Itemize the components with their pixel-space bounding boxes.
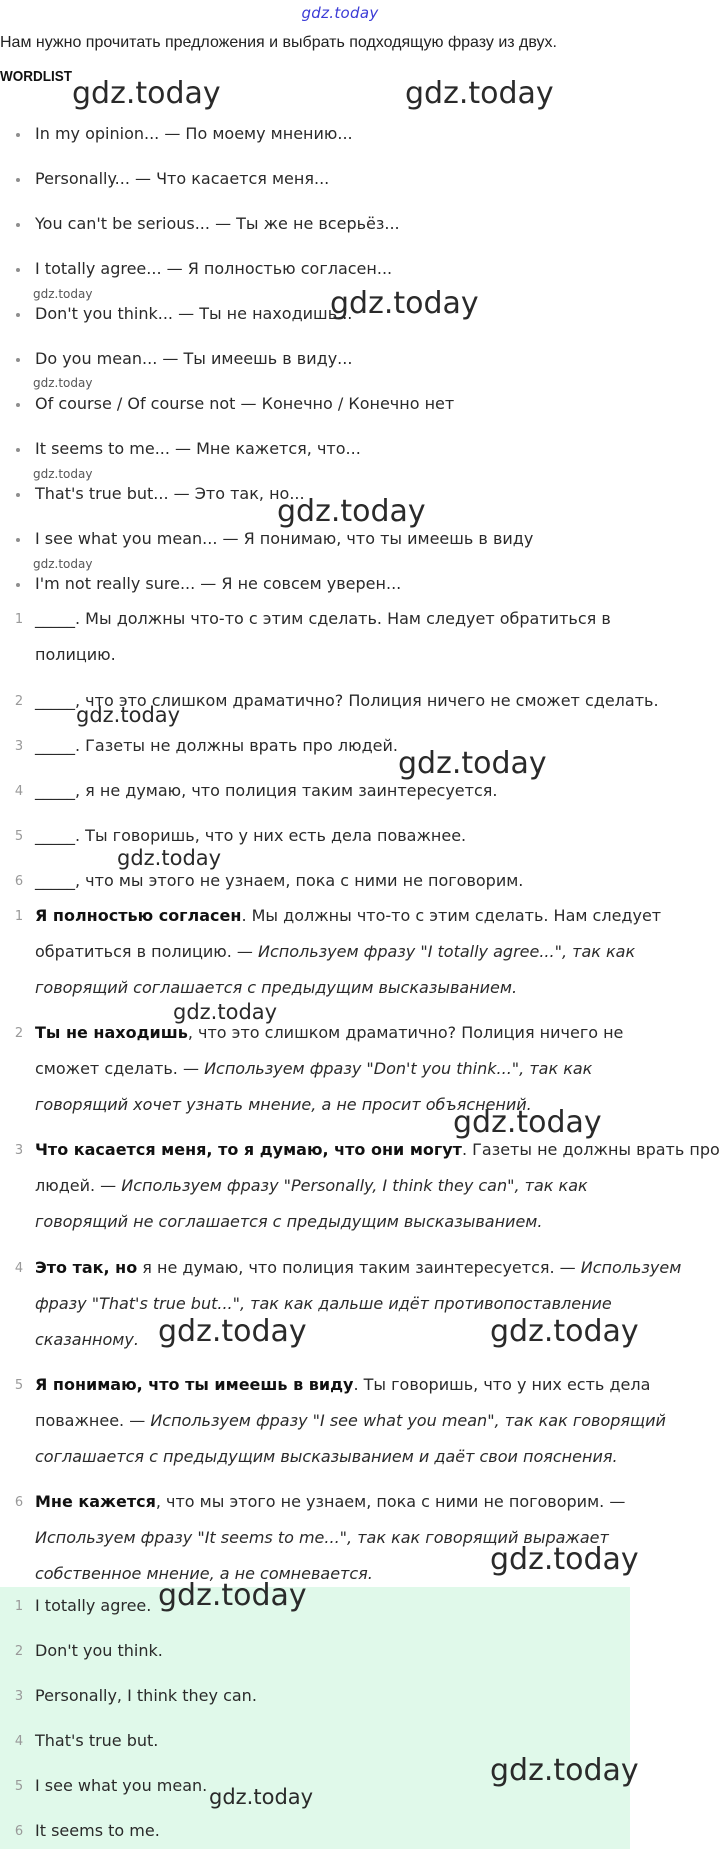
watermark: gdz.today (173, 1000, 278, 1024)
answer-text: It seems to me. (35, 1821, 160, 1840)
answers-box (0, 1587, 630, 1849)
answer-number: 1 (14, 1599, 24, 1614)
answer-text: I totally agree. (35, 1596, 152, 1615)
explanation-number: 3 (14, 1143, 24, 1158)
explanation-line: Используем фразу "It seems to me...", так как говорящий выражает (35, 1528, 609, 1547)
explanation-line: соглашается с предыдущим высказыванием и даёт свои пояснения. (35, 1447, 618, 1466)
watermark: gdz.today (117, 846, 222, 870)
wordlist-item: In my opinion... — По моему мнению... (35, 124, 353, 143)
site-logo[interactable]: gdz.today (301, 4, 379, 22)
wordlist-item: Personally... — Что касается меня... (35, 169, 330, 188)
task-text: _____, я не думаю, что полиция таким заинтересуется. (35, 781, 498, 800)
answer-number: 5 (14, 1779, 24, 1794)
watermark: gdz.today (453, 1105, 602, 1140)
explanation-line: поважнее. — Используем фразу "I see what you mean", так как говорящий (35, 1411, 666, 1430)
watermark: gdz.today (330, 286, 479, 321)
task-text: _____, что это слишком драматично? Полиция ничего не сможет сделать. (35, 691, 659, 710)
task-number: 5 (14, 829, 24, 844)
watermark: gdz.today (72, 76, 221, 111)
explanation-line: Я полностью согласен. Мы должны что-то с этим сделать. Нам следует (35, 906, 662, 925)
wordlist-item: Don't you think... — Ты не находишь... (35, 304, 353, 323)
answer-text: That's true but. (35, 1731, 159, 1750)
task-text: полицию. (35, 645, 116, 664)
explanation-number: 1 (14, 909, 24, 924)
explanation-line: Что касается меня, то я думаю, что они могут. Газеты не должны врать про (35, 1140, 720, 1159)
explanation-line: говорящий соглашается с предыдущим высказыванием. (35, 978, 518, 997)
answer-text: Personally, I think they can. (35, 1686, 257, 1705)
watermark: gdz.today (33, 376, 93, 390)
watermark: gdz.today (490, 1542, 639, 1577)
watermark: gdz.today (33, 287, 93, 301)
watermark: gdz.today (158, 1314, 307, 1349)
explanation-number: 2 (14, 1026, 24, 1041)
answer-text: Don't you think. (35, 1641, 163, 1660)
answer-text: I see what you mean. (35, 1776, 208, 1795)
answer-phrase: Я полностью согласен (35, 906, 242, 925)
explanation-line: Мне кажется, что мы этого не узнаем, пока с ними не поговорим. — (35, 1492, 626, 1511)
explanation-line: обратиться в полицию. — Используем фразу "I totally agree...", так как (35, 942, 636, 961)
wordlist-item: Of course / Of course not — Конечно / Конечно нет (35, 394, 455, 413)
wordlist-item: That's true but... — Это так, но... (35, 484, 305, 503)
wordlist-item: I'm not really sure... — Я не совсем уверен... (35, 574, 402, 593)
wordlist-item: I totally agree... — Я полностью согласен... (35, 259, 393, 278)
task-number: 6 (14, 874, 24, 889)
watermark: gdz.today (33, 467, 93, 481)
explanation-line: Я понимаю, что ты имеешь в виду. Ты говоришь, что у них есть дела (35, 1375, 651, 1394)
answer-number: 3 (14, 1689, 24, 1704)
answer-number: 6 (14, 1824, 24, 1839)
explanation-line: Это так, но я не думаю, что полиция таким заинтересуется. — Используем (35, 1258, 682, 1277)
wordlist-item: It seems to me... — Мне кажется, что... (35, 439, 361, 458)
explanation-line: Ты не находишь, что это слишком драматично? Полиция ничего не (35, 1023, 624, 1042)
task-number: 4 (14, 784, 24, 799)
wordlist-title: WORDLIST (0, 68, 72, 85)
watermark: gdz.today (405, 76, 554, 111)
answer-phrase: Ты не находишь (35, 1023, 188, 1042)
answer-phrase: Мне кажется (35, 1492, 156, 1511)
answer-phrase: Это так, но (35, 1258, 138, 1277)
answer-phrase: Что касается меня, то я думаю, что они могут (35, 1140, 462, 1159)
task-number: 2 (14, 694, 24, 709)
watermark: gdz.today (490, 1753, 639, 1788)
explanation-line: говорящий хочет узнать мнение, а не просит объяснений. (35, 1095, 532, 1114)
wordlist-item: Do you mean... — Ты имеешь в виду... (35, 349, 353, 368)
watermark: gdz.today (209, 1785, 314, 1809)
watermark: gdz.today (33, 557, 93, 571)
task-text: _____. Газеты не должны врать про людей. (35, 736, 398, 755)
answer-number: 2 (14, 1644, 24, 1659)
explanation-line: сможет сделать. — Используем фразу "Don't you think...", так как (35, 1059, 593, 1078)
task-text: _____. Мы должны что-то с этим сделать. Нам следует обратиться в (35, 609, 611, 628)
watermark: gdz.today (76, 703, 181, 727)
explanation-line: сказанному. (35, 1330, 139, 1349)
answer-number: 4 (14, 1734, 24, 1749)
explanation-line: говорящий не соглашается с предыдущим высказыванием. (35, 1212, 543, 1231)
answer-phrase: Я понимаю, что ты имеешь в виду (35, 1375, 354, 1394)
explanation-number: 6 (14, 1495, 24, 1510)
watermark: gdz.today (398, 746, 547, 781)
task-text: _____. Ты говоришь, что у них есть дела поважнее. (35, 826, 467, 845)
task-number: 3 (14, 739, 24, 754)
watermark: gdz.today (158, 1578, 307, 1613)
watermark: gdz.today (277, 494, 426, 529)
explanation-line: собственное мнение, а не сомневается. (35, 1564, 373, 1583)
watermark: gdz.today (490, 1314, 639, 1349)
wordlist-item: You can't be serious... — Ты же не всерьёз... (35, 214, 400, 233)
explanation-number: 5 (14, 1378, 24, 1393)
wordlist-item: I see what you mean... — Я понимаю, что ты имеешь в виду (35, 529, 534, 548)
explanation-line: фразу "That's true but...", так как дальше идёт противопоставление (35, 1294, 612, 1313)
explanation-number: 4 (14, 1261, 24, 1276)
task-number: 1 (14, 612, 24, 627)
task-text: _____, что мы этого не узнаем, пока с ними не поговорим. (35, 871, 524, 890)
intro-text: Нам нужно прочитать предложения и выбрать подходящую фразу из двух. (0, 34, 557, 51)
explanation-line: людей. — Используем фразу "Personally, I think they can", так как (35, 1176, 588, 1195)
